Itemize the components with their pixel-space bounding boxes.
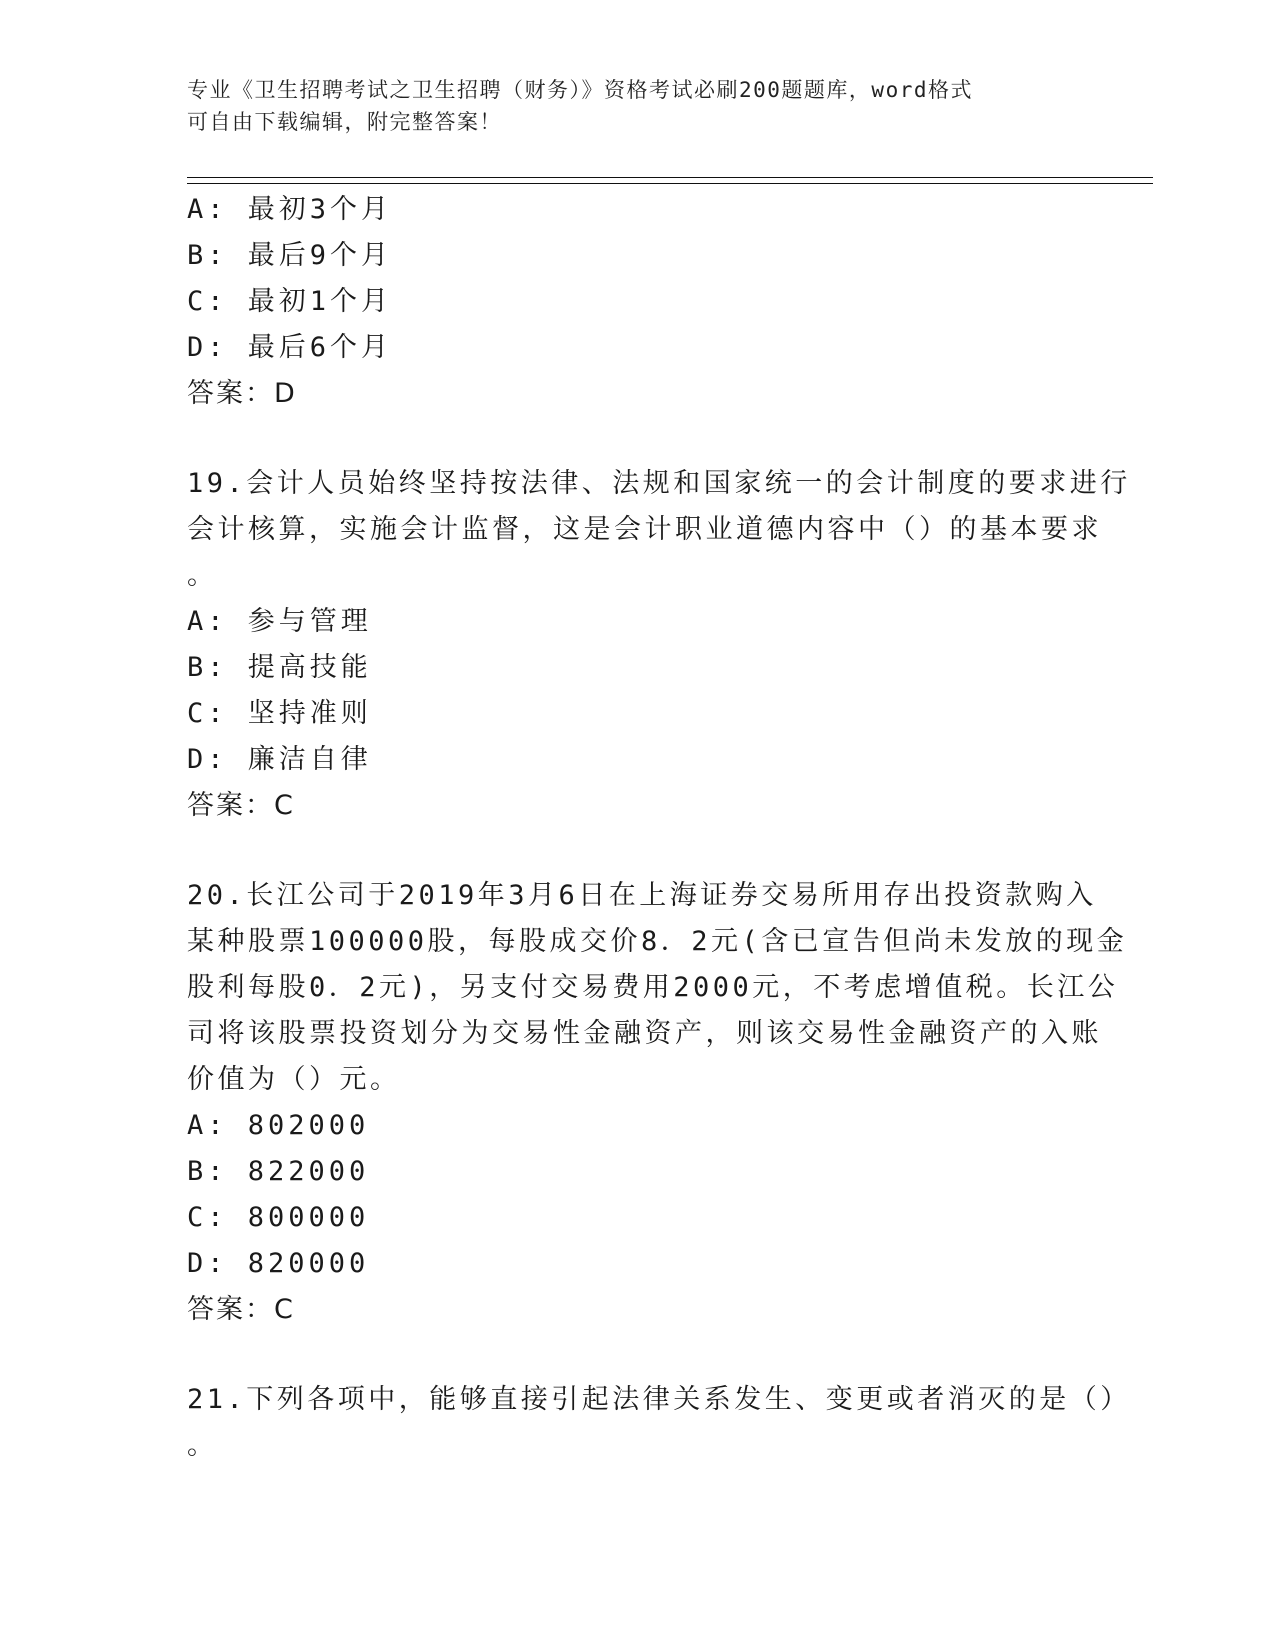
question-list bbox=[187, 187, 1131, 1469]
question-text-line: 19.会计人员始终坚持按法律、法规和国家统一的会计制度的要求进行 bbox=[187, 468, 1131, 499]
answer: 答案：D bbox=[187, 378, 297, 409]
option-c: C: 最初1个月 bbox=[187, 286, 393, 317]
question-text-line: 股利每股0．2元)，另支付交易费用2000元，不考虑增值税。长江公 bbox=[187, 972, 1119, 1003]
option-d: D: 820000 bbox=[187, 1248, 370, 1279]
answer: 答案：C bbox=[187, 1294, 295, 1325]
option-d: D: 廉洁自律 bbox=[187, 744, 372, 775]
question-text-line: 21.下列各项中，能够直接引起法律关系发生、变更或者消灭的是（） bbox=[187, 1384, 1131, 1415]
question-21 bbox=[187, 1377, 1131, 1469]
question-text-line: 司将该股票投资划分为交易性金融资产，则该交易性金融资产的入账 bbox=[187, 1018, 1102, 1049]
question-text-line: 价值为（）元。 bbox=[187, 1064, 401, 1095]
header-divider-thin bbox=[187, 183, 1153, 184]
answer: 答案：C bbox=[187, 790, 295, 821]
option-a: A: 最初3个月 bbox=[187, 194, 393, 225]
question-20 bbox=[187, 873, 1128, 1333]
header-divider-thick bbox=[187, 177, 1153, 178]
question-text-line: 。 bbox=[187, 560, 218, 591]
option-c: C: 坚持准则 bbox=[187, 698, 372, 729]
header-line-2: 可自由下载编辑，附完整答案！ bbox=[187, 110, 502, 134]
question-text-line: 。 bbox=[187, 1430, 218, 1461]
option-a: A: 802000 bbox=[187, 1110, 370, 1141]
option-b: B: 提高技能 bbox=[187, 652, 372, 683]
option-d: D: 最后6个月 bbox=[187, 332, 393, 363]
option-a: A: 参与管理 bbox=[187, 606, 372, 637]
option-b: B: 822000 bbox=[187, 1156, 370, 1187]
header-line-1: 专业《卫生招聘考试之卫生招聘（财务）》资格考试必刷200题题库，word格式 bbox=[187, 78, 973, 102]
question-text-line: 20.长江公司于2019年3月6日在上海证券交易所用存出投资款购入 bbox=[187, 880, 1097, 911]
option-c: C: 800000 bbox=[187, 1202, 370, 1233]
question-text-line: 会计核算，实施会计监督，这是会计职业道德内容中（）的基本要求 bbox=[187, 514, 1102, 545]
question-text-line: 某种股票100000股，每股成交价8．2元(含已宣告但尚未发放的现金 bbox=[187, 926, 1128, 957]
question-19 bbox=[187, 461, 1131, 829]
document-header bbox=[187, 74, 1067, 138]
question-18 bbox=[187, 187, 1087, 417]
option-b: B: 最后9个月 bbox=[187, 240, 393, 271]
